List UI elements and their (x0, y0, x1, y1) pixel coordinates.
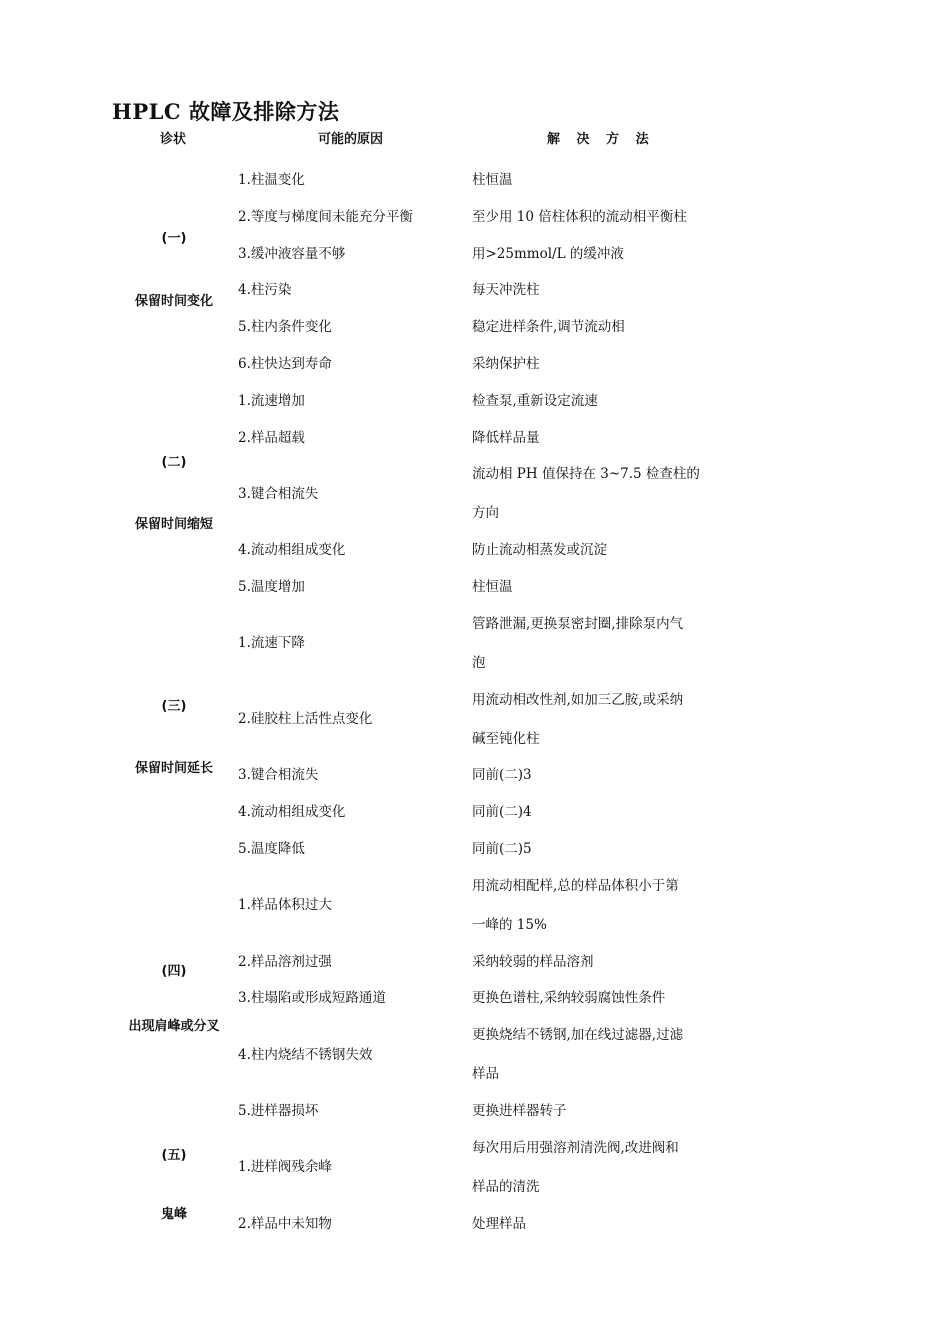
solution-cell: 样品的清洗 (472, 1178, 540, 1195)
solution-cell: 检查泵,重新设定流速 (472, 392, 598, 409)
cause-cell: 1.流速下降 (238, 635, 305, 652)
solution-cell: 至少用 10 倍柱体积的流动相平衡柱 (472, 208, 687, 225)
cause-cell: 1.流速增加 (238, 392, 305, 409)
cause-cell: 4.流动相组成变化 (238, 542, 346, 559)
solution-cell: 碱至钝化柱 (472, 730, 540, 747)
solution-cell: 流动相 PH 值保持在 3~7.5 检查柱的 (472, 466, 700, 483)
symptom-number: (一) (161, 231, 187, 247)
cause-cell: 3.键合相流失 (238, 767, 319, 784)
symptom-number: (三) (161, 699, 187, 714)
solution-cell: 每次用后用强溶剂清洗阀,改进阀和 (472, 1139, 679, 1156)
header-cause: 可能的原因 (318, 132, 384, 147)
cause-cell: 5.温度增加 (238, 579, 305, 595)
solution-cell: 处理样品 (472, 1215, 526, 1232)
cause-cell: 5.进样器损坏 (238, 1103, 319, 1119)
solution-cell: 柱恒温 (472, 579, 513, 595)
header-solution: 解 决 方 法 (547, 132, 655, 147)
solution-cell: 用流动相改性剂,如加三乙胺,或采纳 (472, 691, 684, 708)
page-title: HPLC 故障及排除方法 (112, 99, 340, 124)
cause-cell: 1.进样阀残余峰 (238, 1159, 332, 1176)
solution-cell: 采纳保护柱 (472, 356, 540, 372)
solution-cell: 防止流动相蒸发或沉淀 (472, 542, 607, 559)
solution-cell: 柱恒温 (472, 172, 513, 188)
cause-cell: 5.柱内条件变化 (238, 319, 332, 336)
solution-cell: 管路泄漏,更换泵密封圈,排除泵内气 (472, 615, 684, 632)
symptom-name: 保留时间缩短 (134, 516, 214, 532)
symptom-name: 保留时间变化 (134, 293, 214, 309)
symptom-name: 鬼峰 (160, 1207, 188, 1223)
symptom-name: 出现肩峰或分叉 (128, 1019, 220, 1035)
symptom-number: (四) (161, 964, 187, 979)
solution-cell: 更换色谱柱,采纳较弱腐蚀性条件 (472, 990, 666, 1007)
cause-cell: 4.流动相组成变化 (238, 804, 346, 821)
symptom-name: 保留时间延长 (134, 761, 214, 777)
cause-cell: 6.柱快达到寿命 (238, 356, 332, 372)
header-symptom: 诊状 (160, 132, 187, 147)
symptom-number: (五) (161, 1148, 187, 1164)
cause-cell: 4.柱内烧结不锈钢失效 (238, 1046, 373, 1063)
cause-cell: 2.等度与梯度间未能充分平衡 (238, 208, 413, 225)
solution-cell: 用>25mmol/L 的缓冲液 (472, 245, 624, 262)
solution-cell: 用流动相配样,总的样品体积小于第 (472, 877, 679, 894)
solution-cell: 样品 (472, 1066, 499, 1083)
solution-cell: 方向 (472, 505, 499, 522)
solution-cell: 更换进样器转子 (472, 1103, 567, 1119)
solution-cell: 泡 (472, 654, 486, 671)
cause-cell: 2.样品超载 (238, 429, 305, 446)
symptom-number: (二) (161, 454, 187, 470)
cause-cell: 3.键合相流失 (238, 485, 319, 502)
solution-cell: 更换烧结不锈钢,加在线过滤器,过滤 (472, 1027, 684, 1044)
cause-cell: 2.样品溶剂过强 (238, 953, 332, 970)
solution-cell: 降低样品量 (472, 429, 540, 446)
cause-cell: 2.样品中未知物 (238, 1215, 332, 1232)
cause-cell: 3.缓冲液容量不够 (238, 245, 346, 262)
cause-cell: 1.柱温变化 (238, 172, 305, 188)
solution-cell: 采纳较弱的样品溶剂 (472, 953, 594, 970)
solution-cell: 每天冲洗柱 (472, 282, 540, 299)
cause-cell: 4.柱污染 (238, 282, 292, 299)
cause-cell: 5.温度降低 (238, 841, 305, 857)
solution-cell: 一峰的 15% (472, 916, 547, 933)
cause-cell: 1.样品体积过大 (238, 897, 332, 914)
solution-cell: 同前(二)3 (472, 767, 532, 784)
cause-cell: 2.硅胶柱上活性点变化 (238, 711, 373, 728)
solution-cell: 同前(二)4 (472, 804, 532, 821)
cause-cell: 3.柱塌陷或形成短路通道 (238, 990, 386, 1007)
solution-cell: 同前(二)5 (472, 841, 532, 857)
solution-cell: 稳定进样条件,调节流动相 (472, 319, 625, 336)
